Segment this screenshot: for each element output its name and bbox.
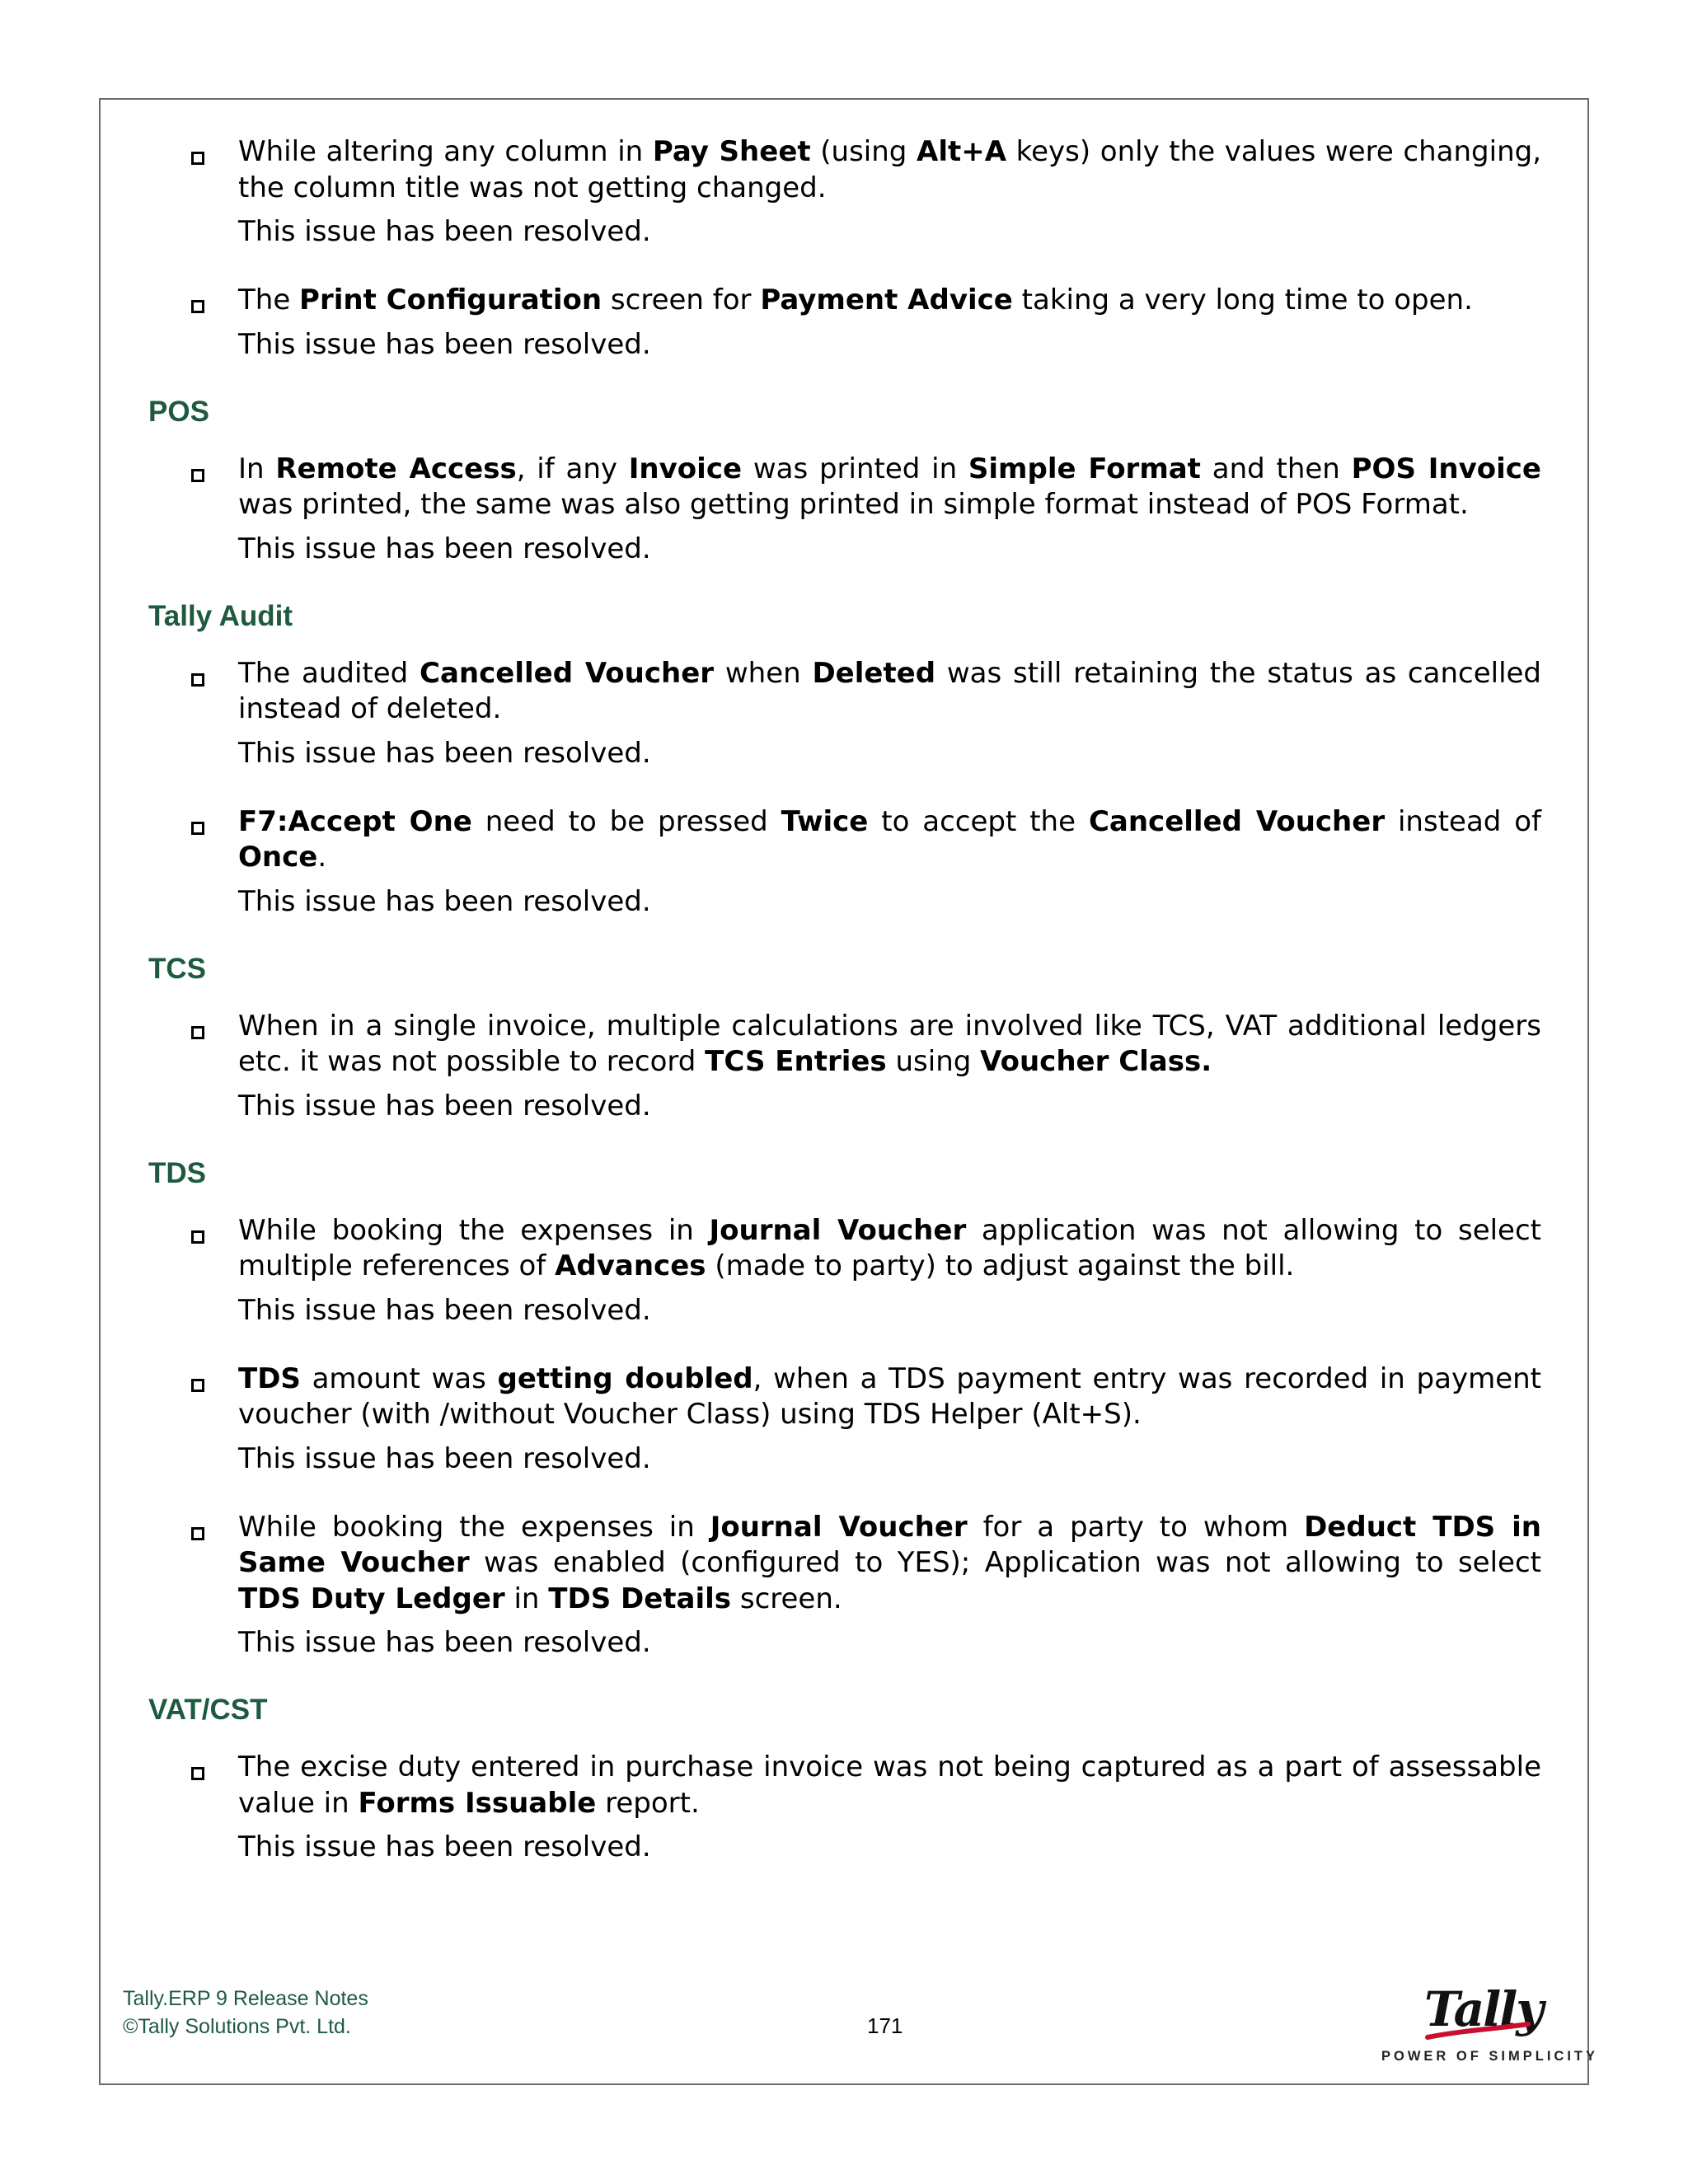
release-note-item <box>148 452 1541 567</box>
text-run: and then <box>1200 452 1352 485</box>
text-run: application was not allowing to select multiple references of <box>238 1213 1541 1282</box>
bold-term: Deleted <box>812 656 936 690</box>
footer-doc-title: Tally.ERP 9 Release Notes <box>123 1987 368 2010</box>
text-run: screen for <box>602 284 761 316</box>
text-run: need to be pressed <box>471 804 781 838</box>
issue-description <box>238 1510 1541 1618</box>
resolution-text: This issue has been resolved. <box>238 1830 651 1863</box>
resolution-text: This issue has been resolved. <box>238 1293 651 1327</box>
text-run: , when a TDS payment entry was recorded in payment voucher (with /without Voucher Class) using TDS Helper (Alt+S). <box>238 1361 1541 1431</box>
bold-term: Simple Format <box>968 452 1201 485</box>
text-run: keys) only the values were changing, the column title was not getting changed. <box>238 135 1542 204</box>
square-bullet-icon <box>191 152 204 165</box>
text-run: The excise duty entered in purchase invoice was not being captured as a part of assessable value in <box>238 1750 1541 1820</box>
release-note-item <box>148 1009 1541 1124</box>
bold-term: Pay Sheet <box>652 135 811 168</box>
issue-description <box>238 1213 1541 1285</box>
text-run: The <box>238 284 300 316</box>
text-run: instead of <box>1385 804 1542 838</box>
bold-term: Twice <box>781 804 869 838</box>
logo-wordmark: Tally <box>1424 1981 1542 2037</box>
issue-description <box>238 283 1541 319</box>
release-note-item <box>148 1510 1541 1661</box>
bold-term: TCS Entries <box>705 1045 887 1078</box>
square-bullet-icon <box>191 1230 204 1244</box>
bold-term: Invoice <box>628 452 743 485</box>
release-note-item <box>148 1750 1541 1865</box>
bold-term: Print Configuration <box>299 284 603 316</box>
text-run: (using <box>810 135 917 168</box>
section-heading: TCS <box>148 952 206 985</box>
bold-term: getting doubled <box>497 1361 753 1395</box>
bold-term: Alt+A <box>917 135 1007 168</box>
text-run: While booking the expenses in <box>238 1213 710 1247</box>
text-run: In <box>238 452 276 485</box>
release-note-item <box>148 656 1541 771</box>
square-bullet-icon <box>191 469 204 482</box>
bold-term: Advances <box>555 1249 706 1282</box>
text-run: in <box>504 1582 549 1615</box>
text-run: . <box>317 841 327 874</box>
issue-description <box>238 656 1541 728</box>
square-bullet-icon <box>191 1527 204 1540</box>
bold-term: Cancelled Voucher <box>1088 804 1386 838</box>
release-note-item <box>148 1361 1541 1477</box>
text-run: When in a single invoice, multiple calculations are involved like TCS, VAT additional ledgers etc. it was not possible to record <box>238 1009 1541 1078</box>
text-run: for a party to whom <box>967 1510 1305 1544</box>
footer-copyright: ©Tally Solutions Pvt. Ltd. <box>123 2015 351 2038</box>
text-run: was still retaining the status as cancelled instead of deleted. <box>238 656 1542 725</box>
issue-description <box>238 1361 1541 1433</box>
text-run: , if any <box>516 452 629 485</box>
issue-description <box>238 452 1541 523</box>
footer <box>123 1985 368 2041</box>
section-heading: VAT/CST <box>148 1694 268 1726</box>
text-run: taking a very long time to open. <box>1012 284 1473 316</box>
text-run: While altering any column in <box>238 135 653 168</box>
issue-description <box>238 804 1541 876</box>
bold-term: TDS <box>238 1361 301 1395</box>
text-run: The audited <box>238 656 420 690</box>
square-bullet-icon <box>191 673 204 687</box>
text-run: (made to party) to adjust against the bill. <box>706 1249 1295 1282</box>
bold-term: TDS Duty Ledger <box>238 1582 505 1615</box>
bold-term: Forms Issuable <box>358 1786 597 1820</box>
release-note-item <box>148 1213 1541 1329</box>
bold-term: F7:Accept One <box>238 804 472 838</box>
logo-tagline: POWER OF SIMPLICITY <box>1381 2049 1599 2064</box>
bold-term: Journal Voucher <box>710 1510 968 1544</box>
bold-term: POS Invoice <box>1351 452 1541 485</box>
text-run: report. <box>596 1786 700 1820</box>
release-note-item <box>148 283 1541 363</box>
release-note-item <box>148 804 1541 920</box>
text-run: amount was <box>300 1361 498 1395</box>
text-run: when <box>714 656 813 690</box>
square-bullet-icon <box>191 1379 204 1392</box>
bold-term: TDS Details <box>548 1582 732 1615</box>
issue-description <box>238 1750 1541 1821</box>
text-run: using <box>886 1045 981 1078</box>
resolution-text: This issue has been resolved. <box>238 736 651 770</box>
square-bullet-icon <box>191 1026 204 1039</box>
section-heading: Tally Audit <box>148 599 293 632</box>
issue-description <box>238 134 1541 206</box>
bold-term: Cancelled Voucher <box>420 656 715 690</box>
resolution-text: This issue has been resolved. <box>238 215 651 248</box>
text-run: was enabled (configured to YES); Application was not allowing to select <box>469 1546 1541 1579</box>
bold-term: Once <box>238 841 318 874</box>
square-bullet-icon <box>191 822 204 835</box>
resolution-text: This issue has been resolved. <box>238 1089 651 1122</box>
section-heading: POS <box>148 395 209 428</box>
release-notes-content <box>148 134 1541 1898</box>
page-number: 171 <box>867 2013 903 2038</box>
text-run: screen. <box>731 1582 842 1615</box>
bold-term: Remote Access <box>275 452 517 485</box>
text-run: While booking the expenses in <box>238 1510 710 1544</box>
text-run: was printed, the same was also getting printed in simple format instead of POS Format. <box>238 488 1469 521</box>
resolution-text: This issue has been resolved. <box>238 1626 651 1659</box>
bold-term: Voucher Class. <box>980 1045 1212 1078</box>
text-run: to accept the <box>868 804 1089 838</box>
bold-term: Payment Advice <box>760 284 1013 316</box>
release-note-item <box>148 134 1541 250</box>
resolution-text: This issue has been resolved. <box>238 532 651 565</box>
resolution-text: This issue has been resolved. <box>238 1441 651 1475</box>
resolution-text: This issue has been resolved. <box>238 327 651 361</box>
bold-term: Deduct TDS in Same Voucher <box>238 1510 1541 1579</box>
text-run: was printed in <box>742 452 968 485</box>
square-bullet-icon <box>191 1767 204 1780</box>
square-bullet-icon <box>191 300 204 313</box>
bold-term: Journal Voucher <box>709 1213 967 1247</box>
issue-description <box>238 1009 1541 1080</box>
section-heading: TDS <box>148 1156 206 1189</box>
resolution-text: This issue has been resolved. <box>238 884 651 918</box>
